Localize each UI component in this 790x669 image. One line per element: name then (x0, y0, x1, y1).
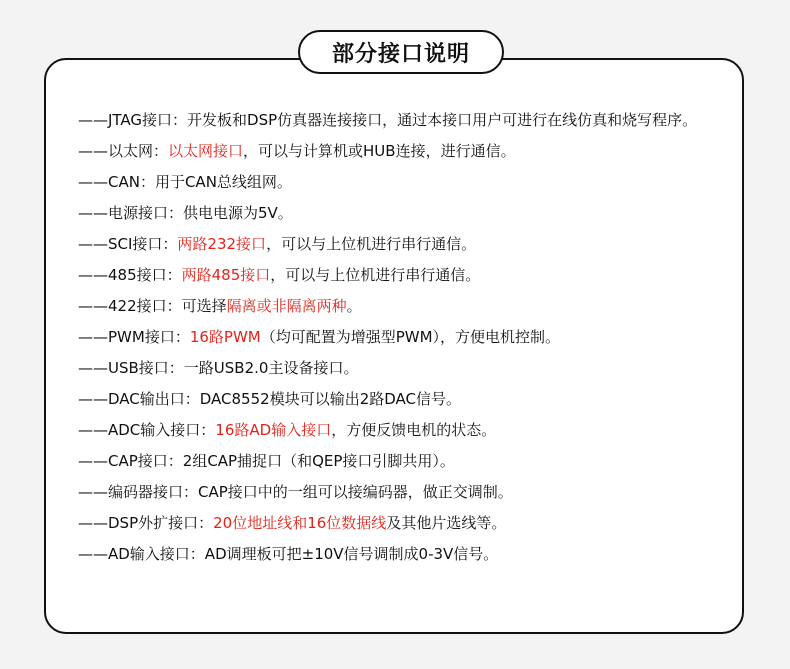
interface-line (78, 260, 718, 291)
line-text: ——电源接口：供电电源为5V。 (78, 204, 293, 222)
highlighted-text: 以太网接口 (168, 142, 244, 160)
interface-line (78, 198, 718, 229)
line-text: ——PWM接口： (78, 328, 190, 346)
line-text: ——以太网： (78, 142, 169, 160)
interface-line (78, 105, 718, 136)
highlighted-text: 两路485接口 (181, 266, 271, 284)
interface-line (78, 384, 718, 415)
line-text: ——USB接口：一路USB2.0主设备接口。 (78, 359, 359, 377)
line-text: 。 (346, 297, 362, 315)
line-text: ——编码器接口：CAP接口中的一组可以接编码器，做正交调制。 (78, 483, 513, 501)
line-text: ，方便反馈电机的状态。 (331, 421, 497, 439)
interface-line (78, 167, 718, 198)
interface-line (78, 353, 718, 384)
line-text: 及其他片选线等。 (386, 514, 507, 532)
interface-line (78, 539, 718, 570)
interface-line (78, 136, 718, 167)
line-text: ——ADC输入接口： (78, 421, 216, 439)
highlighted-text: 16路PWM (189, 328, 261, 346)
highlighted-text: 两路232接口 (177, 235, 267, 253)
line-text: ——422接口：可选择 (78, 297, 227, 315)
interface-line (78, 291, 718, 322)
interface-list (78, 105, 718, 570)
line-text: ——485接口： (78, 266, 182, 284)
line-text: ——SCI接口： (78, 235, 178, 253)
section-title-text: 部分接口说明 (331, 41, 470, 67)
line-text: ，可以与上位机进行串行通信。 (270, 266, 481, 284)
highlighted-text: 16路AD输入接口 (215, 421, 332, 439)
interface-line (78, 229, 718, 260)
line-text: ——CAN：用于CAN总线组网。 (78, 173, 292, 191)
line-text: ——AD输入接口：AD调理板可把±10V信号调制成0-3V信号。 (78, 545, 499, 563)
section-title (298, 30, 504, 74)
highlighted-text: 隔离或非隔离两种 (226, 297, 347, 315)
line-text: ——JTAG接口：开发板和DSP仿真器连接接口，通过本接口用户可进行在线仿真和烧写程序。 (78, 111, 698, 129)
interface-line (78, 508, 718, 539)
line-text: ——CAP接口：2组CAP捕捉口（和QEP接口引脚共用）。 (78, 452, 455, 470)
interface-line (78, 446, 718, 477)
line-text: （均可配置为增强型PWM），方便电机控制。 (260, 328, 561, 346)
line-text: ——DSP外扩接口： (78, 514, 214, 532)
interface-line (78, 477, 718, 508)
line-text: ——DAC输出口：DAC8552模块可以输出2路DAC信号。 (78, 390, 461, 408)
highlighted-text: 20位地址线和16位数据线 (213, 514, 387, 532)
interface-line (78, 415, 718, 446)
line-text: ，可以与计算机或HUB连接，进行通信。 (243, 142, 516, 160)
interface-line (78, 322, 718, 353)
line-text: ，可以与上位机进行串行通信。 (266, 235, 477, 253)
